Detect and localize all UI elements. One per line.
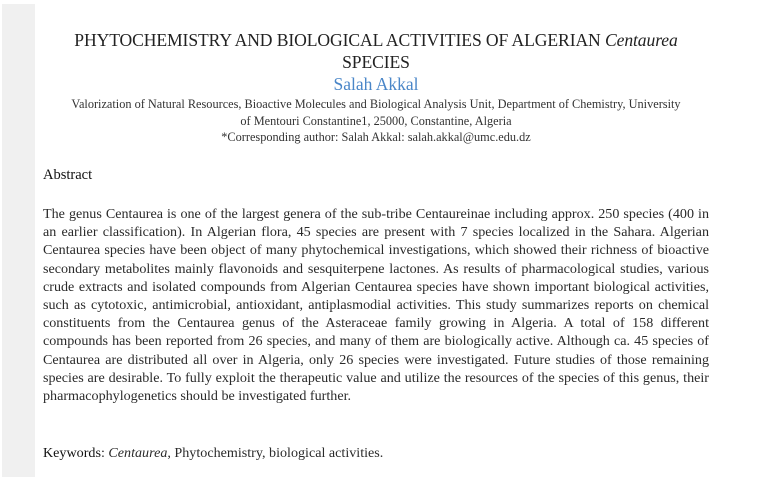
affiliation-line-1: Valorization of Natural Resources, Bioactive Molecules and Biological Analysis Unit, Department of Chemistry, University	[71, 97, 681, 111]
title-main: PHYTOCHEMISTRY AND BIOLOGICAL ACTIVITIES OF ALGERIAN	[74, 30, 605, 50]
keywords-separator: :	[100, 445, 109, 461]
keywords-rest: , Phytochemistry, biological activities.	[167, 445, 384, 461]
keywords-line	[43, 444, 383, 462]
corresponding-author: *Corresponding author: Salah Akkal: salah.akkal@umc.edu.dz	[221, 130, 531, 144]
abstract-heading: Abstract	[43, 167, 93, 183]
title-italic-genus: Centaurea	[604, 30, 678, 50]
keywords-label: Keywords	[43, 445, 101, 461]
affiliation-line-2: of Mentouri Constantine1, 25000, Constantine, Algeria	[240, 113, 512, 128]
author-name: Salah Akkal	[333, 74, 419, 94]
title-tail: SPECIES	[342, 52, 410, 72]
affiliation	[43, 96, 709, 146]
paper-title	[43, 29, 709, 73]
left-gutter	[2, 4, 35, 477]
keyword-italic: Centaurea	[108, 445, 168, 461]
abstract-body: The genus Centaurea is one of the largest genera of the sub-tribe Centaureinae including approx. 250 species (400 in an earlier classification). In Algerian flora, 45 species are present with 7 species localized in the Sahara. Algerian Centaurea species have been object of many phytochemical investigations, which showed their richness of bioactive secondary metabolites mainly flavonoids and sesquiterpene lactones. As results of pharmacological studies, various crude extracts and isolated compounds from Algerian Centaurea species have shown important biological activities, such as cytotoxic, antimicrobial, antioxidant, antiplasmodial activities. This study summarizes reports on chemical constituents from the Centaurea genus of the Asteraceae family growing in Algeria. A total of 158 different compounds has been reported from 26 species, and many of them are biologically active. Although ca. 45 species of Centaurea are distributed all over in Algeria, only 26 species were investigated. Future studies of those remaining species are desirable. To fully exploit the therapeutic value and utilize the resources of the species of this genus, their pharmacophylogenetics should be investigated further.	[43, 206, 709, 405]
